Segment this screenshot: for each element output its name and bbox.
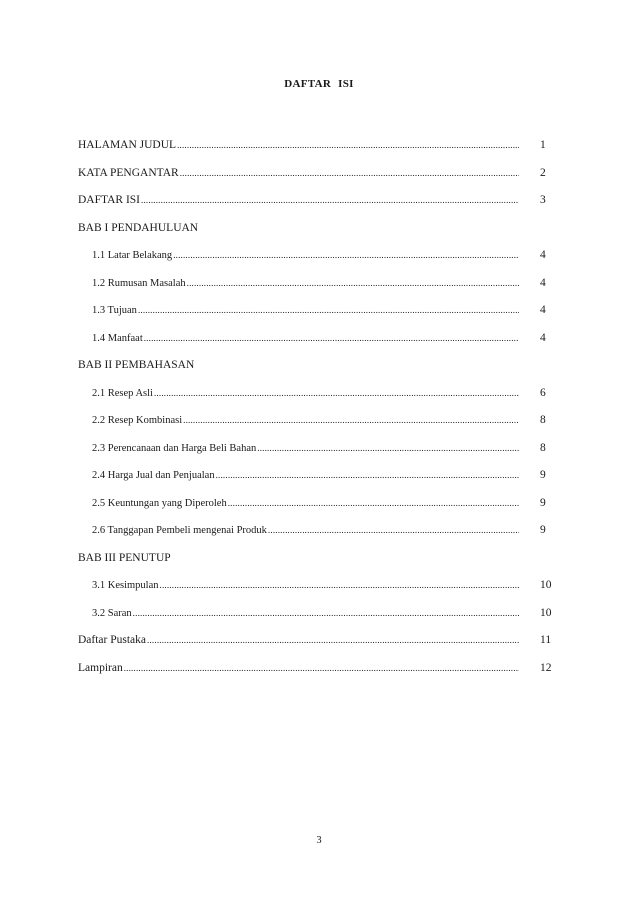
toc-chapter-heading — [78, 358, 560, 386]
toc-row — [78, 661, 560, 689]
toc-page-number: 2 — [540, 166, 546, 179]
toc-page-number: 6 — [540, 386, 546, 399]
dot-leader — [138, 303, 519, 317]
toc-row — [78, 331, 560, 359]
dot-leader — [228, 496, 519, 510]
toc-page-number: 8 — [540, 414, 546, 426]
toc-entry — [78, 551, 172, 565]
dot-leader — [187, 276, 519, 290]
toc-row — [78, 633, 560, 661]
toc-entry-label: 1.4 Manfaat — [92, 332, 143, 344]
dot-leader — [180, 166, 519, 180]
toc-entry-label: 1.2 Rumusan Masalah — [92, 277, 186, 289]
toc-subentry — [92, 606, 519, 621]
toc-entry — [78, 193, 519, 207]
toc-page-number: 11 — [540, 634, 552, 646]
toc-entry-label: Daftar Pustaka — [78, 634, 147, 646]
toc-entry-label: 3.2 Saran — [92, 607, 132, 619]
toc-entry-label: KATA PENGANTAR — [78, 166, 179, 179]
toc-page-number: 10 — [540, 579, 552, 591]
toc-row — [78, 276, 560, 304]
toc-page-number: 4 — [540, 331, 546, 344]
toc-entry-label: 1.1 Latar Belakang — [92, 250, 173, 261]
toc-subentry — [92, 303, 519, 318]
dot-leader — [173, 248, 519, 262]
toc-entry — [78, 166, 519, 180]
toc-chapter-heading — [78, 221, 560, 249]
toc-row — [78, 441, 560, 469]
toc-row — [78, 303, 560, 331]
toc-subentry — [92, 496, 519, 511]
toc-page-number: 4 — [540, 304, 546, 316]
toc-entry-label: DAFTAR ISI — [78, 194, 141, 206]
toc-page-number: 9 — [540, 524, 546, 536]
toc-entry-label: 2.3 Perencanaan dan Harga Beli Bahan — [92, 442, 257, 454]
toc-page-number: 10 — [540, 606, 552, 619]
dot-leader — [183, 413, 519, 427]
toc-page-number: 8 — [540, 441, 546, 454]
toc-entry-label: 2.1 Resep Asli — [92, 387, 153, 399]
toc-chapter-label: BAB II PEMBAHASAN — [78, 359, 195, 371]
toc-subentry — [92, 468, 519, 483]
document-title: DAFTAR ISI — [284, 78, 354, 90]
toc-entry — [78, 661, 519, 675]
toc-row — [78, 166, 560, 194]
toc-entry-label: 1.3 Tujuan — [92, 305, 137, 316]
toc-entry-label: 2.5 Keuntungan yang Diperoleh — [92, 497, 227, 509]
toc-row — [78, 578, 560, 606]
toc-subentry — [92, 578, 519, 593]
toc-row — [78, 138, 560, 166]
toc-subentry — [92, 276, 519, 291]
toc-chapter-label: BAB I PENDAHULUAN — [78, 221, 199, 234]
toc-entry — [78, 221, 199, 235]
page-number: 3 — [316, 835, 322, 846]
dot-leader — [144, 331, 519, 345]
dot-leader — [177, 138, 519, 152]
toc-page-number: 9 — [540, 496, 546, 509]
toc-entry-label: HALAMAN JUDUL — [78, 139, 177, 151]
dot-leader — [124, 661, 519, 675]
toc-subentry — [92, 248, 519, 263]
dot-leader — [160, 578, 520, 592]
toc-subentry — [92, 523, 519, 538]
toc-entry-label: Lampiran — [78, 661, 123, 674]
toc-row — [78, 523, 560, 551]
toc-page-number: 3 — [540, 194, 546, 206]
toc-page-number: 9 — [540, 469, 546, 481]
toc-page-number: 4 — [540, 249, 546, 261]
toc-subentry — [92, 413, 519, 428]
toc-chapter-heading — [78, 551, 560, 579]
toc-row — [78, 468, 560, 496]
toc-chapter-label: BAB III PENUTUP — [78, 551, 171, 564]
dot-leader — [133, 606, 519, 620]
toc-entry — [78, 358, 195, 372]
toc-entry-label: 2.6 Tanggapan Pembeli mengenai Produk — [92, 525, 267, 536]
toc-row — [78, 386, 560, 414]
toc-entry-label: 2.4 Harga Jual dan Penjualan — [92, 470, 215, 481]
dot-leader — [154, 386, 519, 400]
toc-entry — [78, 138, 519, 152]
dot-leader — [216, 468, 519, 482]
toc-row — [78, 193, 560, 221]
dot-leader — [257, 441, 519, 455]
toc-entry-label: 2.2 Resep Kombinasi — [92, 415, 183, 426]
toc-entry-label: 3.1 Kesimpulan — [92, 580, 159, 591]
dot-leader — [141, 193, 519, 207]
toc-row — [78, 606, 560, 634]
dot-leader — [147, 633, 519, 647]
toc-subentry — [92, 386, 519, 401]
dot-leader — [268, 523, 519, 537]
toc-page-number: 12 — [540, 661, 552, 674]
toc-subentry — [92, 331, 519, 346]
toc-page-number: 1 — [540, 139, 546, 151]
toc-subentry — [92, 441, 519, 456]
toc-row — [78, 413, 560, 441]
toc-page-number: 4 — [540, 276, 546, 289]
toc-row — [78, 248, 560, 276]
table-of-contents — [78, 138, 560, 688]
toc-entry — [78, 633, 519, 647]
toc-row — [78, 496, 560, 524]
